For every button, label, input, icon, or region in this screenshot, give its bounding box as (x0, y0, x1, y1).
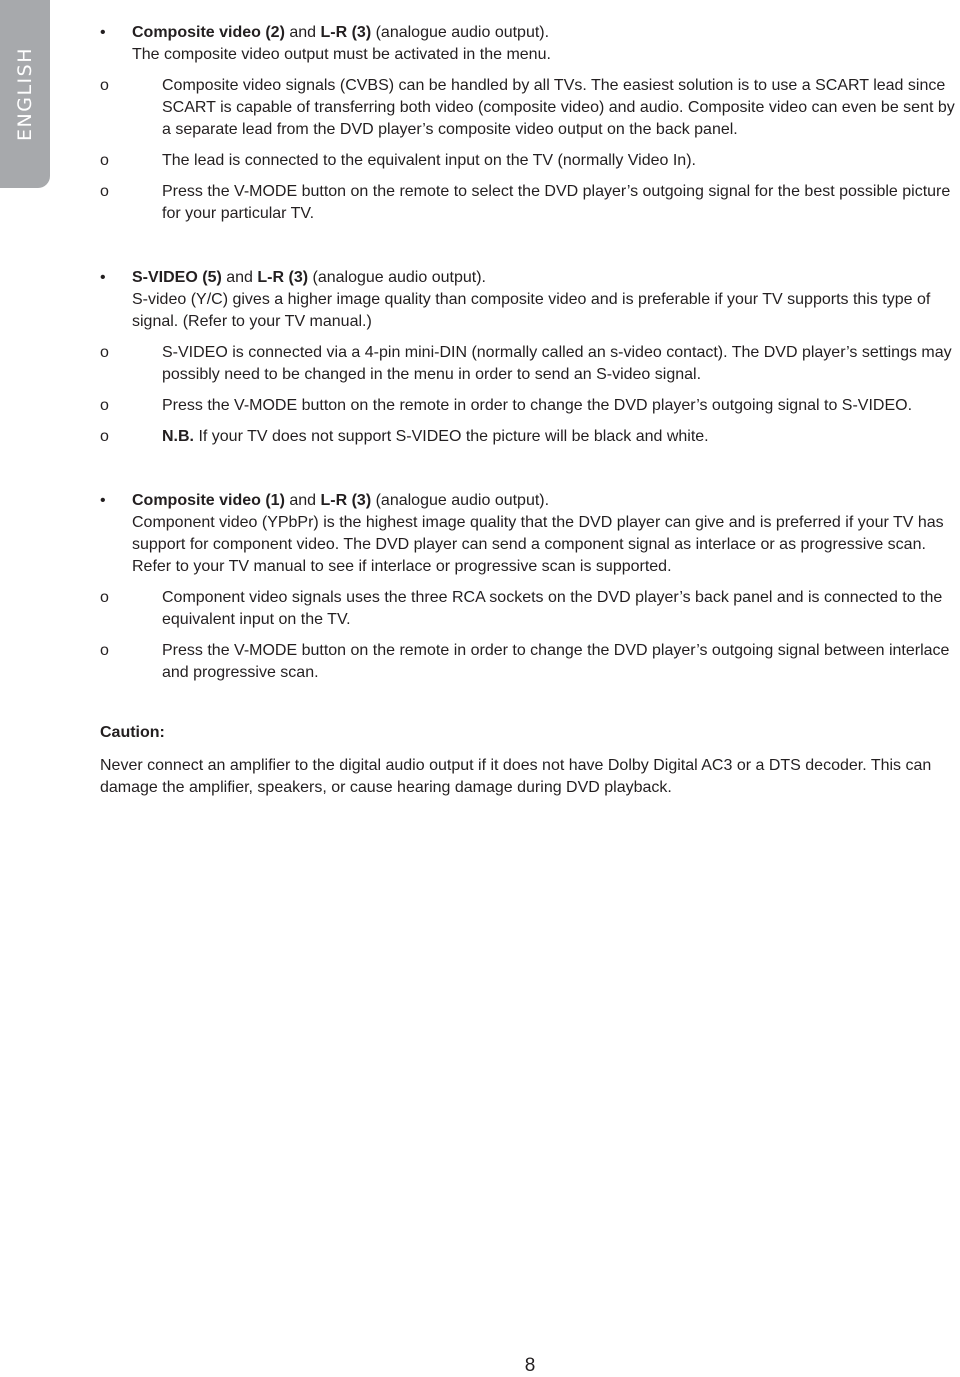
circle-bullet-icon: o (100, 183, 109, 200)
list-item-text: Component video signals uses the three RCA sockets on the DVD player’s back panel and is connected to the equivalent input on the TV. (162, 589, 943, 628)
list-item (100, 426, 958, 448)
lead-joiner: and (284, 24, 321, 41)
list-item-text: Press the V-MODE button on the remote in order to change the DVD player’s outgoing signal to S-VIDEO. (162, 397, 913, 414)
lead-connector-2: L-R (3) (320, 492, 372, 509)
section-lead (100, 22, 958, 66)
lead-tail: (analogue audio output). (371, 24, 550, 41)
lead-connector-2: L-R (3) (320, 24, 372, 41)
page-number: 8 (524, 1355, 536, 1376)
lead-joiner: and (221, 269, 258, 286)
list-item (100, 342, 958, 386)
list-item-text: Press the V-MODE button on the remote in order to change the DVD player’s outgoing signal between interlace and progressive scan. (162, 642, 950, 681)
lead-connector-2: L-R (3) (257, 269, 309, 286)
list-item-text: If your TV does not support S-VIDEO the picture will be black and white. (194, 428, 709, 445)
circle-bullet-icon: o (100, 344, 109, 361)
list-item (100, 150, 958, 172)
section-description: S-video (Y/C) gives a higher image quality than composite video and is preferable if your TV supports this type of signal. (Refer to your TV manual.) (132, 291, 931, 330)
lead-joiner: and (284, 492, 321, 509)
list-item-text: Composite video signals (CVBS) can be handled by all TVs. The easiest solution is to use a SCART lead since SCART is capable of transferring both video (composite video) and audio. Composite video can even be sent by a separate lead from the DVD player’s composite video output on the back panel. (162, 77, 955, 138)
language-tab (0, 0, 50, 188)
lead-tail: (analogue audio output). (371, 492, 550, 509)
sub-list (100, 587, 958, 684)
lead-connector-1: S-VIDEO (5) (132, 269, 222, 286)
section-description: Component video (YPbPr) is the highest image quality that the DVD player can give and is preferred if your TV has support for component video. The DVD player can send a component signal as interlace or as progressive scan. Refer to your TV manual to see if interlace or progressive scan is supported. (132, 514, 944, 575)
bullet-icon: • (100, 24, 106, 41)
circle-bullet-icon: o (100, 642, 109, 659)
section-composite-video (100, 22, 958, 225)
lead-connector-1: Composite video (2) (132, 24, 285, 41)
section-lead (100, 490, 958, 578)
page-content (100, 22, 958, 799)
caution-text: Never connect an amplifier to the digital audio output if it does not have Dolby Digital AC3 or a DTS decoder. This can damage the amplifier, speakers, or cause hearing damage during DVD playback. (100, 757, 932, 796)
caution-title: Caution: (100, 724, 165, 741)
circle-bullet-icon: o (100, 397, 109, 414)
sub-list (100, 342, 958, 448)
list-item (100, 640, 958, 684)
section-component-video (100, 490, 958, 684)
bullet-icon: • (100, 269, 106, 286)
circle-bullet-icon: o (100, 152, 109, 169)
circle-bullet-icon: o (100, 428, 109, 445)
list-item (100, 181, 958, 225)
note-label: N.B. (162, 428, 194, 445)
list-item (100, 75, 958, 141)
circle-bullet-icon: o (100, 77, 109, 94)
section-s-video (100, 267, 958, 448)
sub-list (100, 75, 958, 225)
list-item-text: S-VIDEO is connected via a 4-pin mini-DIN (normally called an s-video contact). The DVD player’s settings may possibly need to be changed in the menu in order to send an S-video signal. (162, 344, 952, 383)
list-item-text: Press the V-MODE button on the remote to select the DVD player’s outgoing signal for the best possible picture for your particular TV. (162, 183, 951, 222)
circle-bullet-icon: o (100, 589, 109, 606)
caution-block (100, 722, 958, 799)
bullet-icon: • (100, 492, 106, 509)
list-item (100, 395, 958, 417)
section-lead (100, 267, 958, 333)
language-tab-label: ENGLISH (14, 47, 36, 141)
lead-tail: (analogue audio output). (308, 269, 486, 286)
list-item (100, 587, 958, 631)
list-item-text: The lead is connected to the equivalent input on the TV (normally Video In). (162, 152, 696, 169)
section-description: The composite video output must be activated in the menu. (132, 46, 551, 63)
lead-connector-1: Composite video (1) (132, 492, 285, 509)
